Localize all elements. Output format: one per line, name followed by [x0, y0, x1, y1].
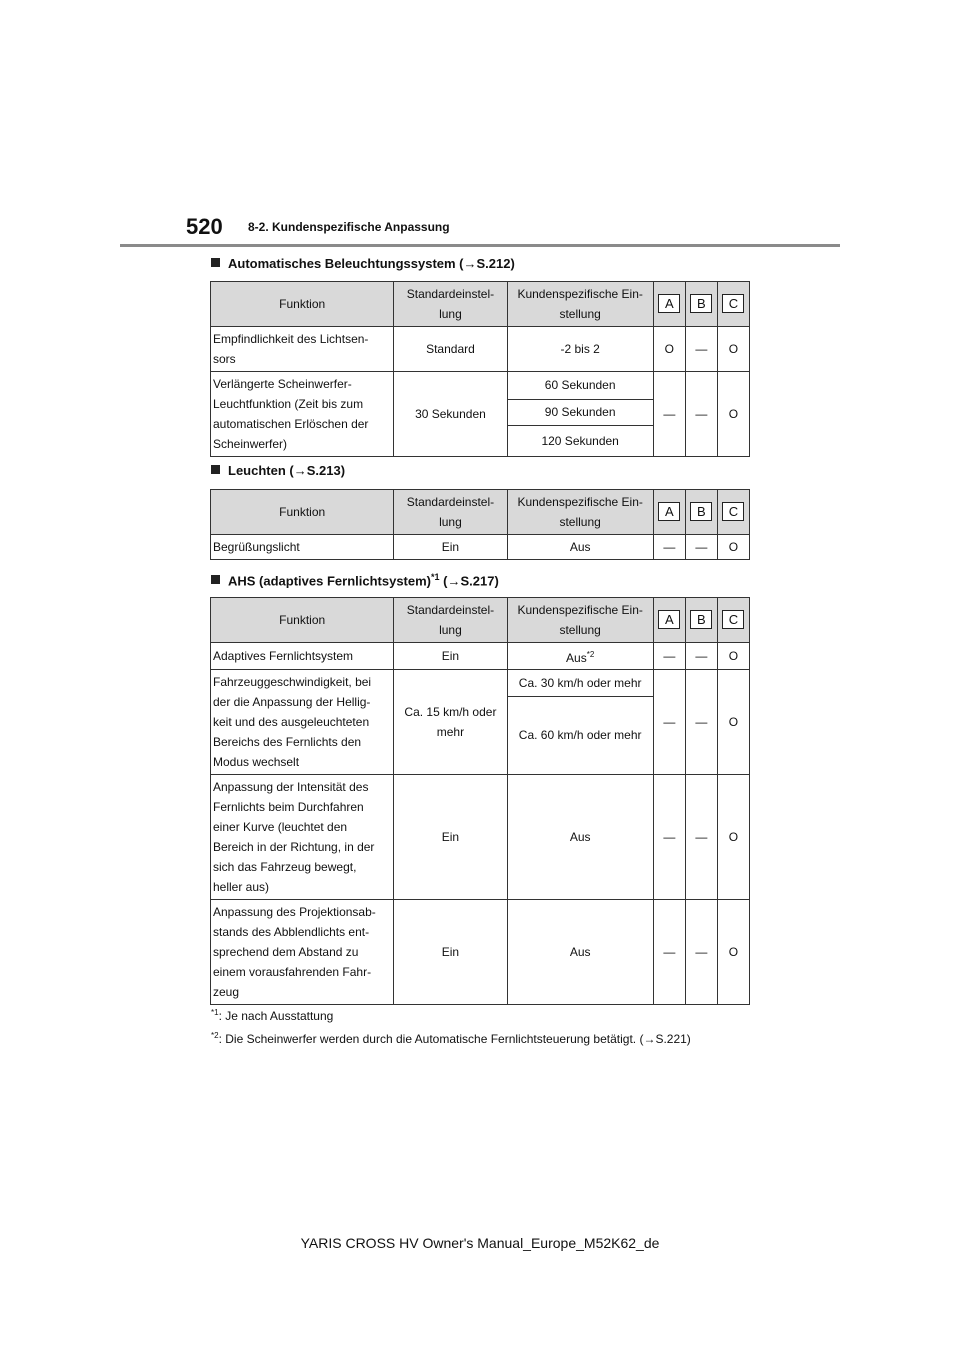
header-b — [685, 490, 717, 535]
table-ahs — [210, 597, 750, 1005]
cell-c: O — [717, 535, 749, 560]
cell-funktion: Begrüßungslicht — [211, 535, 394, 560]
cell-b: — — [685, 643, 717, 670]
section1-title: Automatisches Beleuchtungssystem (→S.212) — [228, 256, 515, 271]
header-a — [653, 282, 685, 327]
header-a — [653, 598, 685, 643]
cell-standard: Ein — [394, 900, 507, 1005]
label-a-icon: A — [658, 610, 680, 629]
cell-funktion: Anpassung des Projektionsab- stands des Abblendlichts ent- sprechend dem Abstand zu einem vorausfahrenden Fahr- zeug — [211, 900, 394, 1005]
header-kunden: Kundenspezifische Ein- stellung — [507, 598, 653, 643]
cell-b: — — [685, 670, 717, 775]
header-kunden: Kundenspezifische Ein- stellung — [507, 282, 653, 327]
cell-kunden: Aus — [507, 775, 653, 900]
cell-c: O — [717, 670, 749, 775]
header-c — [717, 282, 749, 327]
bullet-square-icon — [211, 258, 220, 267]
cell-funktion: Fahrzeuggeschwindigkeit, bei der die Anpassung der Hellig- keit und des ausgeleuchteten Bereichs des Fernlichts den Modus wechselt — [211, 670, 394, 775]
page-number: 520 — [186, 214, 223, 239]
label-b-icon: B — [690, 610, 712, 629]
header-standard: Standardeinstel- lung — [394, 490, 507, 535]
header-a — [653, 490, 685, 535]
cell-kunden: 60 Sekunden — [507, 372, 653, 400]
footnote-1 — [211, 1008, 333, 1023]
header-c — [717, 598, 749, 643]
table-row — [211, 900, 750, 1005]
cell-standard: Ein — [394, 643, 507, 670]
table-row — [211, 643, 750, 670]
cell-c: O — [717, 327, 749, 372]
cell-a: — — [653, 643, 685, 670]
cell-standard: Standard — [394, 327, 507, 372]
table-row — [211, 372, 750, 400]
footnote-1-text: : Je nach Ausstattung — [218, 1009, 334, 1023]
cell-kunden — [507, 643, 653, 670]
cell-b: — — [685, 372, 717, 457]
table-row — [211, 670, 750, 697]
section1-heading — [211, 256, 515, 271]
footnote-ref: *2 — [586, 649, 595, 659]
label-b-icon: B — [690, 294, 712, 313]
label-a-icon: A — [658, 502, 680, 521]
table-lights — [210, 489, 750, 560]
cell-standard: Ca. 15 km/h oder mehr — [394, 670, 507, 775]
label-c-icon: C — [722, 610, 744, 629]
header-kunden: Kundenspezifische Ein- stellung — [507, 490, 653, 535]
section3-title-ref: (→S.217) — [439, 573, 499, 589]
label-b-icon: B — [690, 502, 712, 521]
footnote-1-mark: *1 — [211, 1008, 219, 1017]
header-rule — [120, 244, 840, 247]
cell-c: O — [717, 372, 749, 457]
label-c-icon: C — [722, 502, 744, 521]
table-row — [211, 535, 750, 560]
cell-kunden-text: Aus — [566, 650, 587, 665]
cell-kunden: Ca. 60 km/h oder mehr — [507, 696, 653, 775]
cell-kunden: Ca. 30 km/h oder mehr — [507, 670, 653, 697]
footnote-2 — [211, 1031, 691, 1046]
header-standard: Standardeinstel- lung — [394, 282, 507, 327]
header-c — [717, 490, 749, 535]
bullet-square-icon — [211, 575, 220, 584]
cell-kunden: 120 Sekunden — [507, 425, 653, 456]
footnote-2-text: : Die Scheinwerfer werden durch die Automatische Fernlichtsteuerung betätigt. (→S.221) — [218, 1032, 691, 1046]
cell-kunden: Aus — [507, 535, 653, 560]
footnote-2-mark: *2 — [211, 1031, 219, 1040]
section3-title: AHS (adaptives Fernlichtsystem) — [228, 573, 432, 589]
cell-funktion: Adaptives Fernlichtsystem — [211, 643, 394, 670]
label-a-icon: A — [658, 294, 680, 313]
section2-title: Leuchten (→S.213) — [228, 463, 346, 478]
cell-c: O — [717, 900, 749, 1005]
cell-c: O — [717, 643, 749, 670]
cell-b: — — [685, 327, 717, 372]
section3-title-sup: *1 — [431, 572, 440, 582]
cell-standard: 30 Sekunden — [394, 372, 507, 457]
cell-c: O — [717, 775, 749, 900]
section3-heading — [211, 572, 499, 588]
header-funktion: Funktion — [211, 598, 394, 643]
table-automatic-lighting — [210, 281, 750, 457]
cell-a: — — [653, 775, 685, 900]
cell-funktion: Verlängerte Scheinwerfer- Leuchtfunktion (Zeit bis zum automatischen Erlöschen der Scheinwerfer) — [211, 372, 394, 457]
cell-a: — — [653, 372, 685, 457]
cell-a: — — [653, 535, 685, 560]
cell-a: — — [653, 900, 685, 1005]
header-funktion: Funktion — [211, 282, 394, 327]
table-row — [211, 775, 750, 900]
header-b — [685, 598, 717, 643]
cell-kunden: -2 bis 2 — [507, 327, 653, 372]
cell-standard: Ein — [394, 535, 507, 560]
cell-funktion: Empfindlichkeit des Lichtsen- sors — [211, 327, 394, 372]
cell-a: — — [653, 670, 685, 775]
cell-funktion: Anpassung der Intensität des Fernlichts beim Durchfahren einer Kurve (leuchtet den Bereich in der Richtung, in der sich das Fahrzeug bewegt, heller aus) — [211, 775, 394, 900]
label-c-icon: C — [722, 294, 744, 313]
cell-a: O — [653, 327, 685, 372]
cell-b: — — [685, 535, 717, 560]
bullet-square-icon — [211, 465, 220, 474]
table-row — [211, 327, 750, 372]
section2-heading — [211, 463, 345, 478]
cell-kunden: 90 Sekunden — [507, 399, 653, 425]
cell-b: — — [685, 775, 717, 900]
section-title: 8-2. Kundenspezifische Anpassung — [248, 220, 450, 234]
page-footer: YARIS CROSS HV Owner's Manual_Europe_M52K62_de — [300, 1235, 660, 1251]
header-standard: Standardeinstel- lung — [394, 598, 507, 643]
cell-standard: Ein — [394, 775, 507, 900]
header-funktion: Funktion — [211, 490, 394, 535]
cell-kunden: Aus — [507, 900, 653, 1005]
cell-b: — — [685, 900, 717, 1005]
header-b — [685, 282, 717, 327]
